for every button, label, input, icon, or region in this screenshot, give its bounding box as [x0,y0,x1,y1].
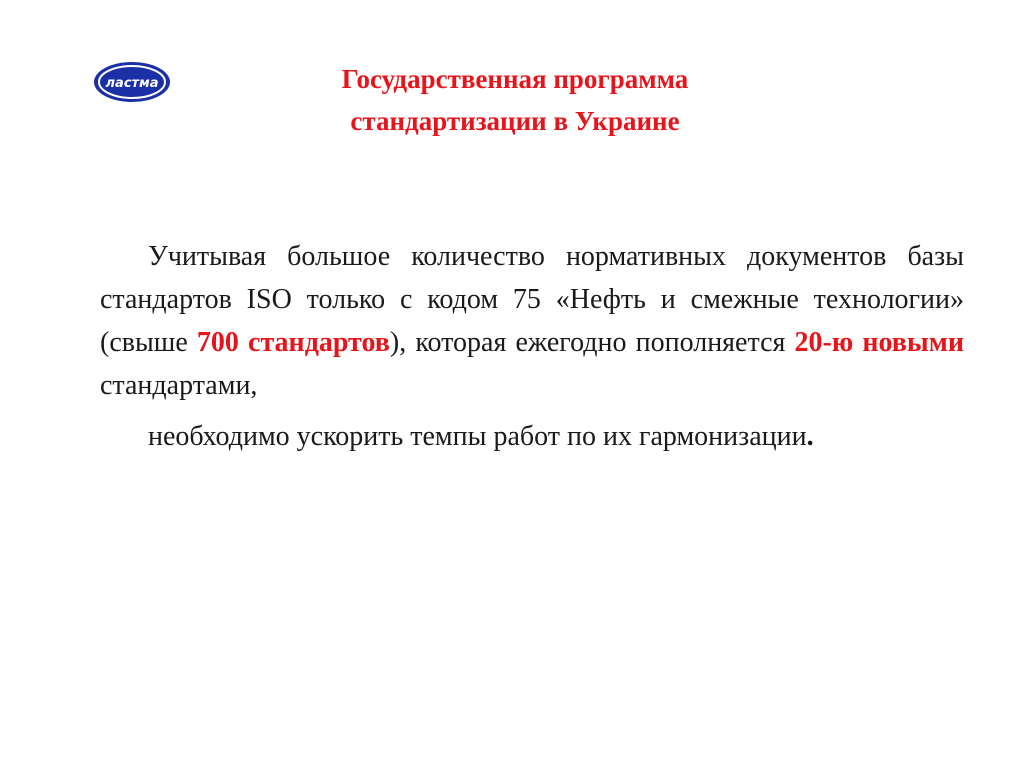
paragraph-text-4: необходимо ускорить темпы работ по их гармонизации [148,421,807,452]
body-paragraph [100,235,964,458]
paragraph-end-period: . [806,421,814,452]
logo-text: ластма [105,76,159,91]
paragraph-text-3: стандартами, [100,370,258,401]
paragraph-text-1: Учитывая большое количество нормативных документов базы стандартов ISO только с кодом 75 «Нефть и смежные технологии» (свыше [100,241,964,358]
highlight-700-standards: 700 стандартов [196,327,390,358]
title-line-2: стандартизации в Украине [350,106,680,136]
title-line-1: Государственная программа [341,64,689,94]
paragraph-text-2: ), которая ежегодно пополняется [389,327,795,358]
organization-logo [92,60,172,104]
highlight-20-new: 20-ю новыми [794,327,964,358]
slide-title [230,58,800,142]
paragraph-last-line [100,415,814,458]
